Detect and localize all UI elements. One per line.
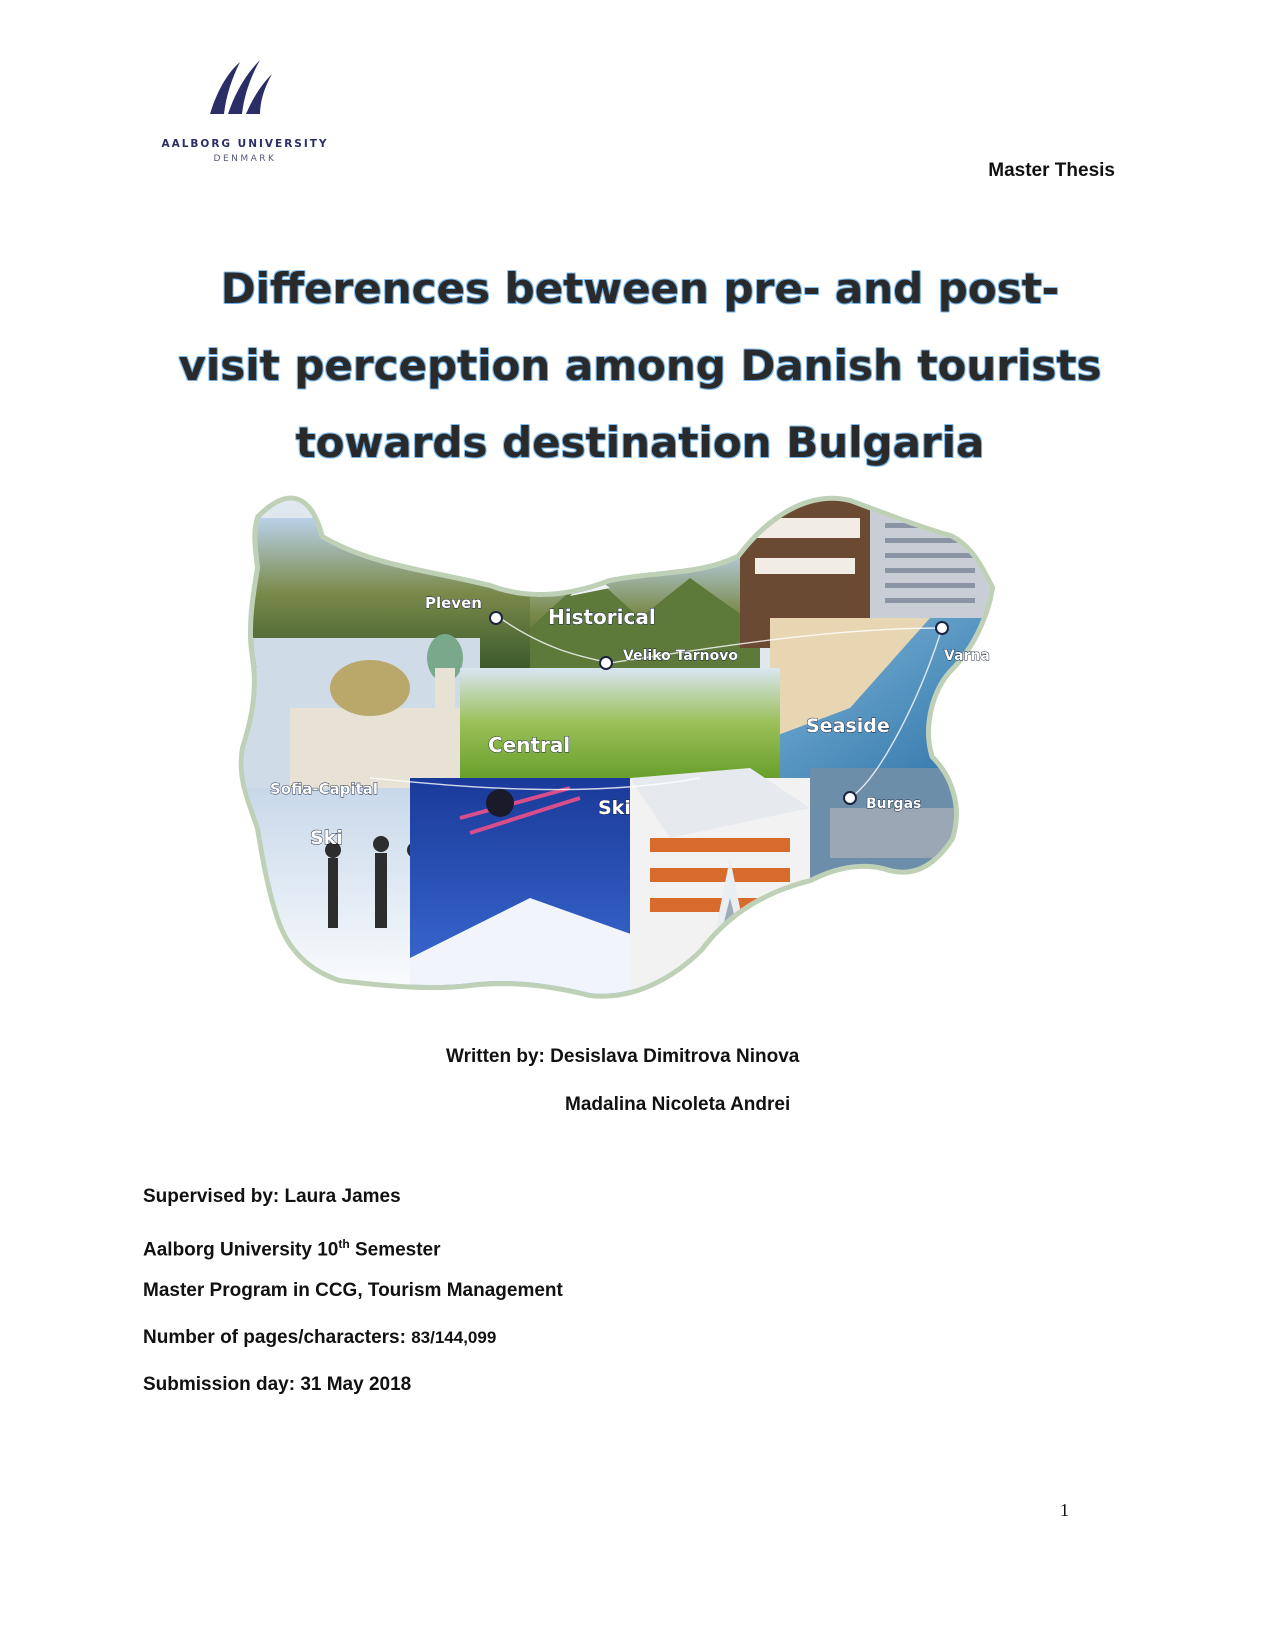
semester-row <box>143 1233 563 1280</box>
supervisor-name: Laura James <box>284 1186 401 1207</box>
pleven-marker <box>490 612 502 624</box>
varna-marker <box>936 622 948 634</box>
semester-superscript: th <box>338 1237 350 1251</box>
document-type-label: Master Thesis <box>988 160 1115 181</box>
written-by-label: Written by: <box>446 1046 545 1067</box>
supervisor-row <box>143 1186 563 1233</box>
map-label-burgas: Burgas <box>866 796 922 812</box>
bulgaria-map-svg <box>230 478 1030 1008</box>
university-country: DENMARK <box>213 154 277 164</box>
submission-value: 31 May 2018 <box>300 1374 412 1395</box>
university-logo <box>150 56 340 176</box>
semester-suffix: Semester <box>354 1239 441 1261</box>
map-label-ski-west: Ski <box>310 827 343 849</box>
submission-label: Submission day: <box>143 1374 296 1395</box>
map-label-sofia-capital: Sofia-Capital <box>270 780 379 798</box>
thesis-title <box>140 250 1140 481</box>
map-label-ski-south: Ski <box>598 797 631 819</box>
veliko-tarnovo-marker <box>600 657 612 669</box>
burgas-marker <box>844 792 856 804</box>
university-name: AALBORG UNIVERSITY <box>161 138 329 150</box>
aalborg-wave-logo-icon <box>206 56 276 118</box>
semester-prefix: Aalborg University 10 <box>143 1239 339 1261</box>
author-2-name: Madalina Nicoleta Andrei <box>565 1094 791 1115</box>
written-by-line <box>446 1046 799 1068</box>
map-label-seaside: Seaside <box>806 715 890 737</box>
pages-label: Number of pages/characters: <box>143 1327 406 1348</box>
thesis-details <box>143 1186 563 1421</box>
program-row: Master Program in CCG, Tourism Management <box>143 1280 563 1301</box>
submission-row <box>143 1374 563 1421</box>
map-label-central: Central <box>488 733 571 757</box>
page-number: 1 <box>1060 1500 1069 1520</box>
title-line-1: Differences between pre- and post- <box>220 264 1060 313</box>
supervisor-label: Supervised by: <box>143 1186 280 1207</box>
title-line-2: visit perception among Danish tourists <box>178 341 1102 390</box>
map-label-pleven: Pleven <box>425 594 482 612</box>
pages-value: 83/144,099 <box>411 1328 497 1347</box>
map-label-veliko-tarnovo: Veliko Tarnovo <box>623 648 739 664</box>
author-1-name: Desislava Dimitrova Ninova <box>550 1046 800 1067</box>
map-label-historical: Historical <box>548 605 656 629</box>
map-label-varna: Varna <box>944 648 990 664</box>
bulgaria-map-illustration <box>230 478 1030 1008</box>
title-line-3: towards destination Bulgaria <box>295 418 985 467</box>
pages-row <box>143 1327 563 1374</box>
